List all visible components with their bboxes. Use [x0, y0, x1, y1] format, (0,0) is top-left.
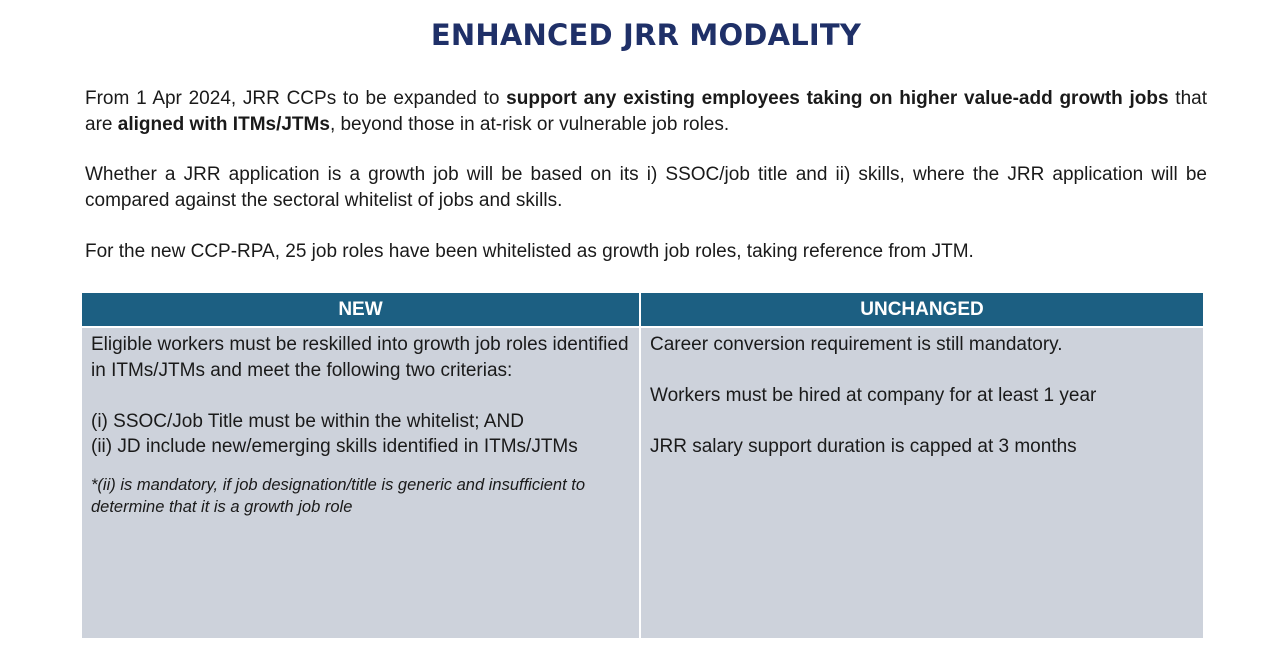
cell-new [82, 328, 639, 638]
intro-text-3: , beyond those in at-risk or vulnerable job roles. [329, 114, 730, 135]
header-new: NEW [82, 293, 639, 326]
intro-bold-1: support any existing employees taking on higher value-add growth jobs [506, 88, 1169, 109]
unchanged-line-2: Workers must be hired at company for at least 1 year [650, 385, 1097, 406]
ccp-rpa-paragraph: For the new CCP-RPA, 25 job roles have been whitelisted as growth job roles, taking reference from JTM. [85, 241, 974, 262]
new-footnote: *(ii) is mandatory, if job designation/title is generic and insufficient to determine that it is a growth job role [91, 475, 586, 516]
modality-table [82, 293, 1203, 638]
cell-unchanged [641, 328, 1203, 638]
new-criteria-2: (ii) JD include new/emerging skills identified in ITMs/JTMs [91, 436, 578, 457]
unchanged-line-1: Career conversion requirement is still mandatory. [650, 334, 1063, 355]
intro-text-2: that are [85, 88, 1207, 135]
new-criteria-1: (i) SSOC/Job Title must be within the whitelist; AND [91, 410, 524, 432]
header-unchanged: UNCHANGED [641, 293, 1203, 326]
unchanged-line-3: JRR salary support duration is capped at 3 months [650, 436, 1077, 457]
growth-job-paragraph: Whether a JRR application is a growth job will be based on its i) SSOC/job title and ii) skills, where the JRR application will be compared against the sectoral whitelist of jobs and skills. [85, 164, 1207, 211]
new-intro: Eligible workers must be reskilled into growth job roles identified in ITMs/JTMs and meet the following two criterias: [91, 334, 629, 381]
page-title: ENHANCED JRR MODALITY [430, 18, 862, 52]
intro-text-1: From 1 Apr 2024, JRR CCPs to be expanded to [85, 88, 507, 109]
intro-paragraph [85, 86, 1207, 138]
intro-bold-2: aligned with ITMs/JTMs [117, 114, 330, 135]
